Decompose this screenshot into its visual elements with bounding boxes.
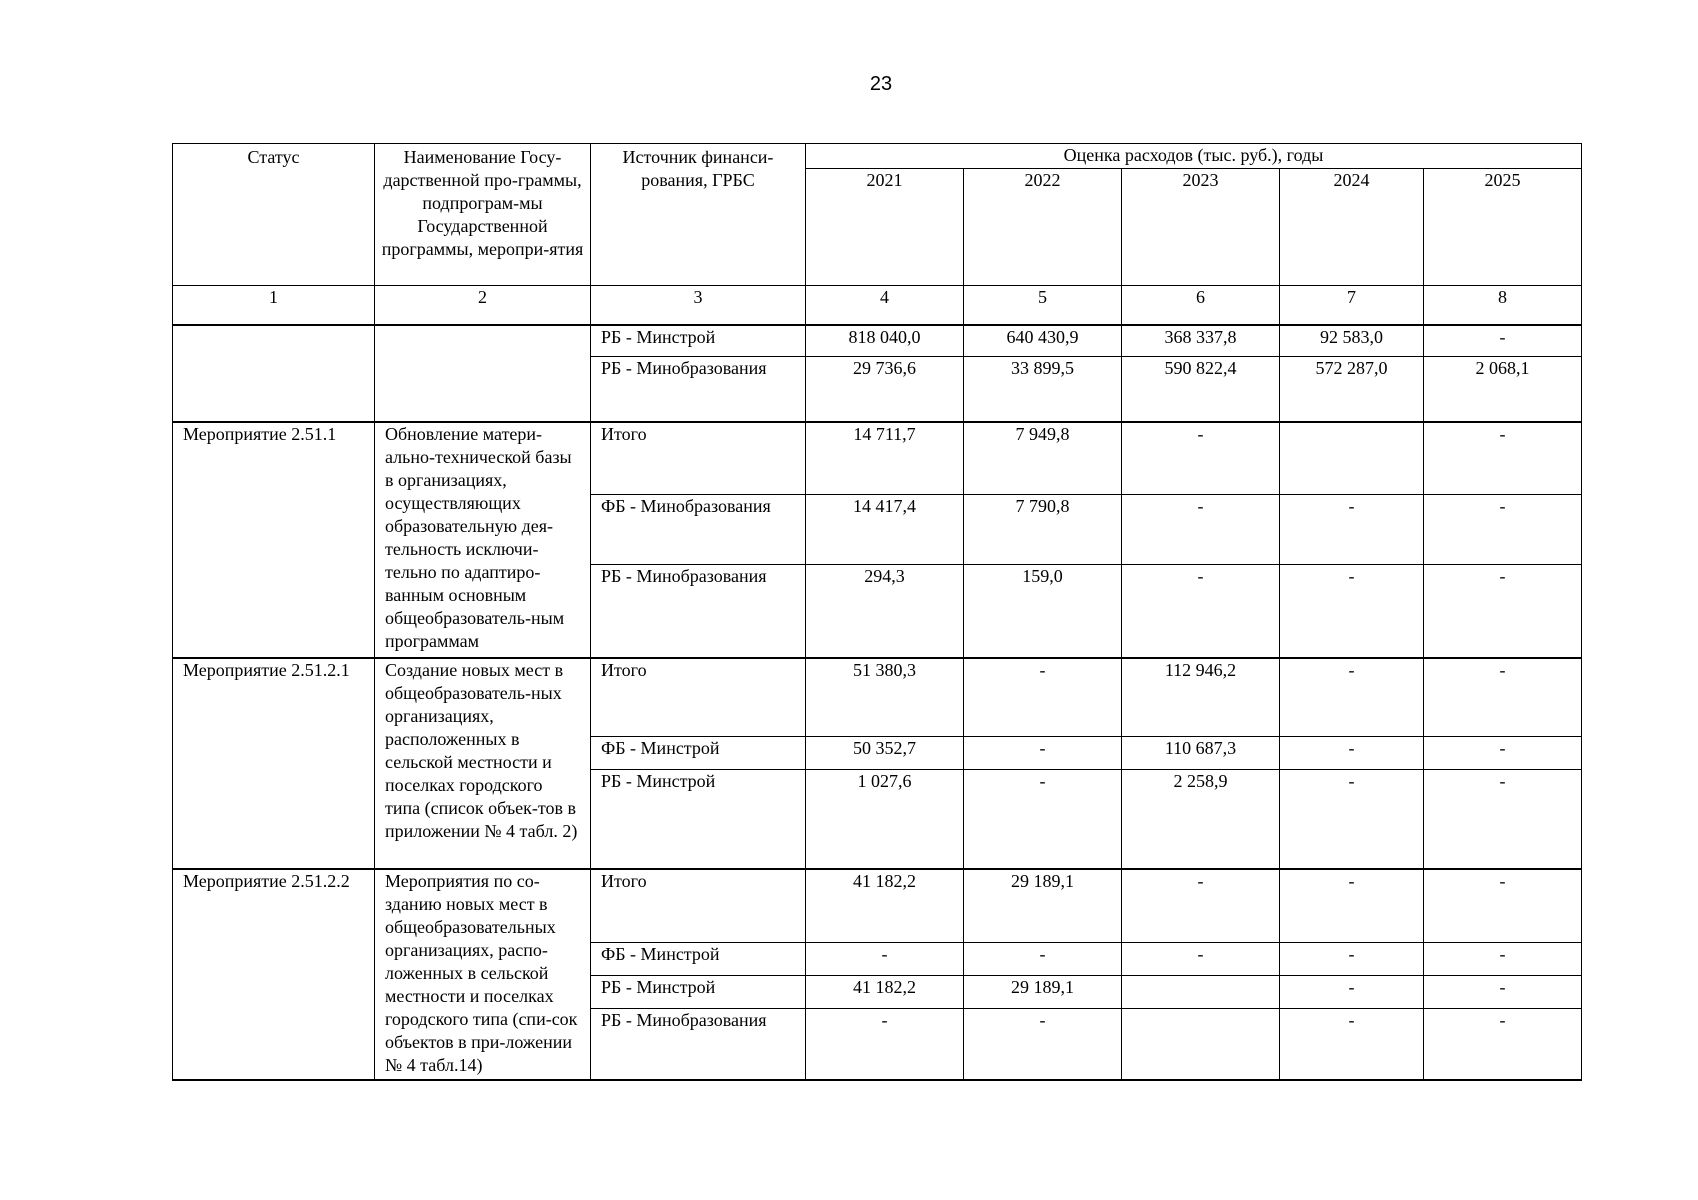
value-cell: - [806,1009,964,1080]
value-cell [1122,976,1280,1009]
value-cell: - [1280,737,1424,770]
value-cell: 2 258,9 [1122,770,1280,869]
value-cell: 572 287,0 [1280,357,1424,422]
table-row [173,869,1582,943]
value-cell: - [1424,976,1582,1009]
source-cell: РБ - Минстрой [591,976,806,1009]
status-cell: Мероприятие 2.51.1 [173,422,375,658]
value-cell: - [1424,325,1582,357]
value-cell: 41 182,2 [806,869,964,943]
value-cell: - [1122,869,1280,943]
value-cell: - [1424,1009,1582,1080]
value-cell: 41 182,2 [806,976,964,1009]
value-cell: 110 687,3 [1122,737,1280,770]
value-cell: 29 189,1 [964,869,1122,943]
value-cell: - [1280,495,1424,565]
column-number-row [173,286,1582,325]
value-cell: - [1424,422,1582,495]
value-cell: - [1280,943,1424,976]
status-cell-empty [173,325,375,422]
value-cell: - [1280,976,1424,1009]
value-cell: - [964,770,1122,869]
value-cell: - [1280,1009,1424,1080]
name-cell: Создание новых мест в общеобразователь-ных организациях, расположенных в сельской местности и поселках городского типа (список объек-тов в приложении № 4 табл. 2) [375,658,591,869]
source-cell: Итого [591,422,806,495]
value-cell: - [964,943,1122,976]
value-cell: 51 380,3 [806,658,964,737]
value-cell: - [1424,869,1582,943]
value-cell [1280,422,1424,495]
value-cell: 29 189,1 [964,976,1122,1009]
value-cell: 29 736,6 [806,357,964,422]
value-cell: - [1280,658,1424,737]
value-cell: - [1280,565,1424,658]
col-number: 6 [1122,286,1280,325]
col-number: 4 [806,286,964,325]
value-cell: - [1424,770,1582,869]
source-cell: ФБ - Минстрой [591,943,806,976]
name-cell: Обновление матери-ально-технической базы в организациях, осуществляющих образовательную дея-тельность исключи-тельно по адаптиро-ванным основным общеобразователь-ным программам [375,422,591,658]
header-row [173,144,1582,169]
value-cell: 640 430,9 [964,325,1122,357]
year-2023: 2023 [1122,169,1280,286]
year-2021: 2021 [806,169,964,286]
value-cell: - [1424,737,1582,770]
source-cell: ФБ - Минстрой [591,737,806,770]
name-cell: Мероприятия по со-зданию новых мест в общеобразовательных организациях, распо-ложенных в сельской местности и поселках городского типа (спи-сок объектов в при-ложении № 4 табл.14) [375,869,591,1080]
value-cell: - [964,658,1122,737]
header-source: Источник финанси-рования, ГРБС [591,144,806,286]
page-number: 23 [869,73,893,95]
status-cell: Мероприятие 2.51.2.1 [173,658,375,869]
col-number: 3 [591,286,806,325]
source-cell: Итого [591,658,806,737]
col-number: 5 [964,286,1122,325]
value-cell: 14 417,4 [806,495,964,565]
value-cell: - [964,737,1122,770]
col-number: 7 [1280,286,1424,325]
year-2024: 2024 [1280,169,1424,286]
status-cell: Мероприятие 2.51.2.2 [173,869,375,1080]
name-cell-empty [375,325,591,422]
value-cell: - [1424,495,1582,565]
value-cell: - [1424,565,1582,658]
value-cell: 159,0 [964,565,1122,658]
value-cell: - [1424,943,1582,976]
header-name: Наименование Госу-дарственной про-граммы, подпрограм-мы Государственной программы, меропри-ятия [375,144,591,286]
source-cell: Итого [591,869,806,943]
source-cell: РБ - Минобразования [591,1009,806,1080]
year-2022: 2022 [964,169,1122,286]
table-row [173,422,1582,495]
value-cell: - [964,1009,1122,1080]
value-cell: 2 068,1 [1424,357,1582,422]
value-cell: 368 337,8 [1122,325,1280,357]
source-cell: РБ - Минобразования [591,357,806,422]
value-cell: 7 790,8 [964,495,1122,565]
year-2025: 2025 [1424,169,1582,286]
value-cell: - [806,943,964,976]
value-cell: 92 583,0 [1280,325,1424,357]
value-cell: 1 027,6 [806,770,964,869]
value-cell: - [1122,495,1280,565]
value-cell: 33 899,5 [964,357,1122,422]
value-cell: 7 949,8 [964,422,1122,495]
source-cell: РБ - Минстрой [591,770,806,869]
value-cell: - [1122,422,1280,495]
col-number: 8 [1424,286,1582,325]
value-cell: - [1122,943,1280,976]
source-cell: РБ - Минобразования [591,565,806,658]
source-cell: РБ - Минстрой [591,325,806,357]
value-cell: 14 711,7 [806,422,964,495]
header-status: Статус [173,144,375,286]
value-cell: - [1424,658,1582,737]
source-cell: ФБ - Минобразования [591,495,806,565]
value-cell: 590 822,4 [1122,357,1280,422]
value-cell: 294,3 [806,565,964,658]
table-row [173,658,1582,737]
col-number: 2 [375,286,591,325]
value-cell: 112 946,2 [1122,658,1280,737]
table-row [173,325,1582,357]
value-cell [1122,1009,1280,1080]
col-number: 1 [173,286,375,325]
value-cell: - [1122,565,1280,658]
value-cell: - [1280,869,1424,943]
header-costs: Оценка расходов (тыс. руб.), годы [806,144,1582,169]
value-cell: 818 040,0 [806,325,964,357]
expenditure-table [172,143,1582,1081]
value-cell: - [1280,770,1424,869]
value-cell: 50 352,7 [806,737,964,770]
